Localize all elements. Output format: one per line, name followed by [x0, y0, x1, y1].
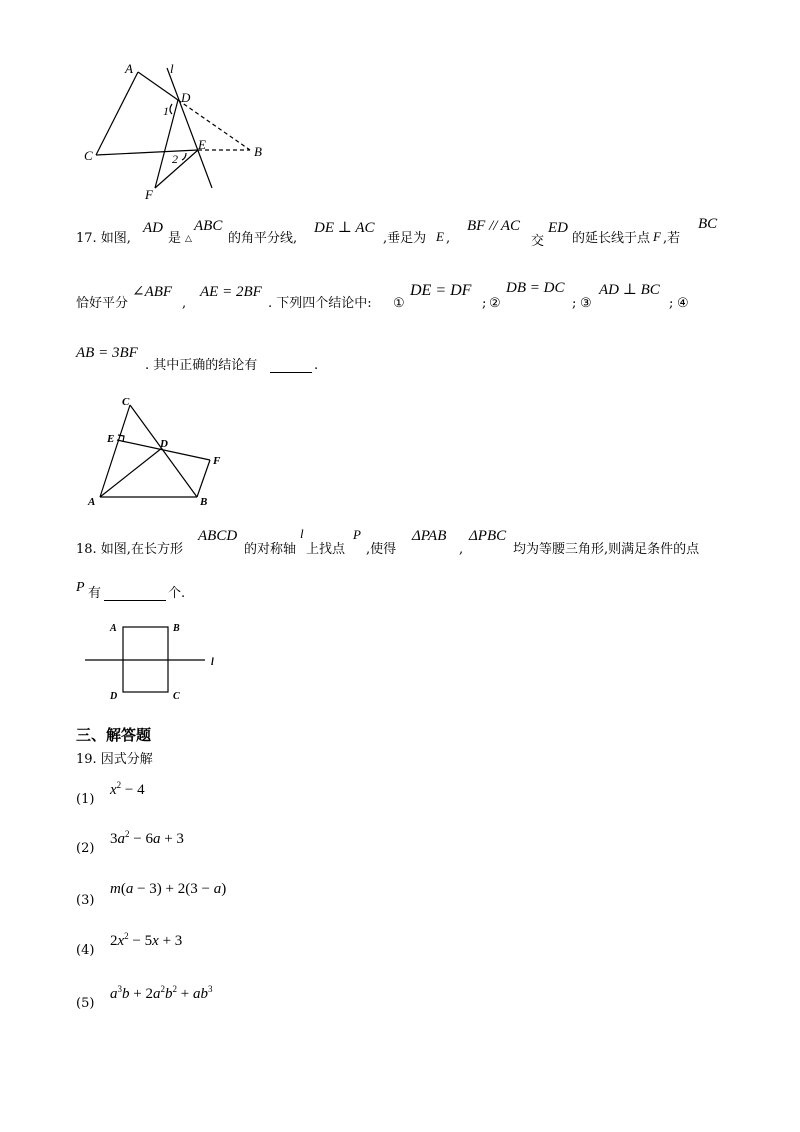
q18-text: 有 — [88, 586, 102, 601]
label-C: C — [84, 148, 93, 163]
label-angle-2: 2 — [172, 152, 178, 166]
q17-text: 恰好平分 — [76, 296, 129, 311]
label-D: D — [160, 438, 168, 450]
label-A: A — [125, 61, 133, 76]
q17-math-BC: BC — [698, 216, 718, 232]
label-B: B — [254, 144, 262, 159]
label-E: E — [198, 137, 206, 152]
q17-text: 是 — [168, 231, 182, 246]
q17-text: ; — [669, 296, 674, 311]
conclusion-marker: ④ — [677, 296, 689, 311]
q17-math-AE-eq: AE = 2BF — [200, 284, 262, 300]
q17-text: , — [446, 231, 451, 246]
section-heading: 三、解答题 — [76, 726, 152, 744]
label-E: E — [107, 433, 115, 445]
label-angle-1: 1 — [163, 104, 169, 118]
q18-math-ABCD: ABCD — [198, 528, 238, 544]
q17-math-ABC: ABC — [194, 218, 223, 234]
q17-text: 交 — [531, 234, 545, 249]
q17-conclusion-2: DB = DC — [506, 280, 565, 296]
q17-text: ,若 — [663, 231, 681, 246]
figure-q17 — [80, 390, 240, 515]
q17-math-AD: AD — [143, 220, 163, 236]
q17-text: . 下列四个结论中: — [268, 296, 372, 311]
q17-math-BF-par-AC: BF // AC — [467, 218, 521, 234]
item-number: (3) — [76, 893, 95, 908]
label-D: D — [110, 691, 118, 702]
item-number: (2) — [76, 841, 95, 856]
q17-text: ; — [482, 296, 487, 311]
q17-text: ; — [572, 296, 577, 311]
q17-answer-blank[interactable] — [270, 358, 312, 377]
label-F: F — [213, 455, 221, 467]
q17-math-angle-ABF: ∠ABF — [132, 284, 173, 300]
conclusion-marker: ② — [489, 296, 501, 311]
q18-text: 均为等腰三角形,则满足条件的点 — [513, 542, 700, 557]
q17-text: 的延长线于点 — [572, 231, 651, 246]
q18-number: 18. 如图,在长方形 — [76, 542, 183, 557]
conclusion-marker: ③ — [580, 296, 592, 311]
figure-q16 — [80, 55, 280, 205]
q18-math-PAB: ΔPAB — [412, 528, 447, 544]
q17-conclusion-3: AD ⊥ BC — [599, 282, 660, 298]
q18-text: 的对称轴 — [244, 542, 297, 557]
q18-math-PBC: ΔPBC — [469, 528, 507, 544]
q18-math-l: l — [300, 526, 304, 541]
label-C: C — [173, 691, 180, 702]
q18-answer-blank[interactable] — [104, 586, 166, 605]
q18-text: , — [459, 542, 464, 557]
item-number: (4) — [76, 943, 95, 958]
q17-text: , — [182, 296, 187, 311]
conclusion-marker: ① — [393, 296, 405, 311]
q17-conclusion-4: AB = 3BF — [76, 345, 138, 361]
label-F: F — [145, 187, 153, 202]
expression: $2x^2 - 5x + 3$ — [110, 931, 183, 949]
q17-math-DE-perp-AC: DE ⊥ AC — [314, 220, 375, 236]
expression: $a^3b + 2a^2b^2 + ab^3$ — [110, 984, 213, 1002]
q18-text: ,使得 — [366, 542, 397, 557]
q17-text: . 其中正确的结论有 — [145, 358, 258, 373]
expression: $3a^2 - 6a + 3$ — [110, 829, 184, 847]
label-A: A — [110, 623, 117, 634]
label-l: l — [170, 61, 174, 76]
q17-text: . — [314, 358, 319, 373]
q19-title: 19. 因式分解 — [76, 752, 153, 767]
q17-math-ED: ED — [548, 220, 568, 236]
label-D: D — [181, 90, 191, 105]
q17-text: 的角平分线, — [228, 231, 298, 246]
q18-text: 个. — [168, 586, 186, 601]
q18-math-P: P — [76, 580, 85, 595]
q18-text: 上找点 — [306, 542, 346, 557]
expression: $x^2 - 4$ — [110, 780, 145, 798]
q17-math-F: F — [653, 229, 661, 244]
expression: m(a − 3) + 2(3 − a) — [110, 881, 227, 897]
label-B: B — [173, 623, 180, 634]
q17-text: ,垂足为 — [383, 231, 427, 246]
triangle-symbol: △ — [185, 234, 192, 244]
item-number: (1) — [76, 792, 95, 807]
label-l: l — [211, 657, 214, 668]
q18-math-P: P — [353, 527, 361, 542]
q17-number: 17. 如图, — [76, 231, 131, 246]
figure-q18 — [80, 615, 230, 705]
q17-math-E: E — [436, 229, 444, 244]
item-number: (5) — [76, 996, 95, 1011]
q17-conclusion-1: DE = DF — [410, 282, 472, 299]
label-A: A — [88, 496, 96, 508]
label-B: B — [200, 496, 208, 508]
label-C: C — [122, 396, 130, 408]
